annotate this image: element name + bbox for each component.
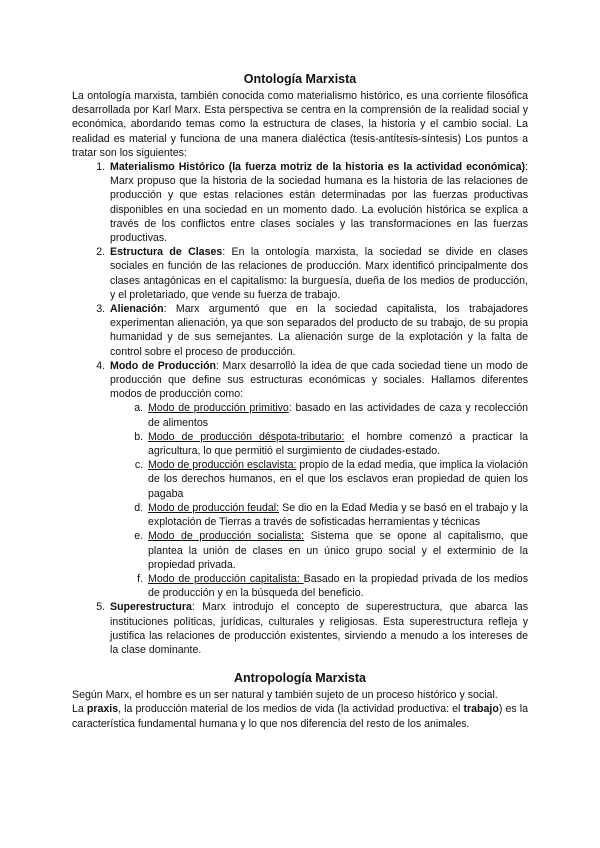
modos-produccion-list [110, 401, 528, 600]
list-item-estructura-clases [108, 245, 528, 302]
list-item-modo-socialista [146, 529, 528, 572]
list-item-modo-despota [146, 430, 528, 458]
text-run: La [72, 703, 87, 716]
subitem-text: Sistema que se opone al capitalismo, que plantea la unión de clases en un único grupo social y el exterminio de la propiedad privada. [148, 530, 529, 571]
subitem-term: Modo de producción déspota-tributario: [148, 430, 345, 443]
list-item-materialismo [108, 160, 528, 245]
subitem-term: Modo de producción feudal: [148, 501, 280, 514]
ontologia-intro: La ontología marxista, también conocida como materialismo histórico, es una corriente filosófica desarrollada por Karl Marx. Esta perspectiva se centra en la comprensión de la realidad social y económica, abordando temas como la estructura de clases, la historia y el cambio social. La realidad es material y funciona de una manera dialéctica (tesis-antítesis-síntesis) Los puntos a tratar son los siguientes: [72, 90, 528, 159]
ontologia-title: Ontología Marxista [243, 72, 357, 86]
list-item-alienacion [108, 302, 528, 359]
subitem-term: Modo de producción primitivo [148, 402, 289, 415]
item-text: : Marx propuso que la historia de la sociedad humana es la historia de las relaciones de producción y que estas relaciones están determinadas por las fuerzas productivas disponibles en una sociedad en un momento dado. La evolución histórica se explica a través de los conflictos entre clases sociales y las transformaciones en las fuerzas productivas. [110, 161, 528, 245]
antropologia-paragraph-1: Según Marx, el hombre es un ser natural y también sujeto de un proceso histórico y social. [72, 689, 498, 702]
item-term: Materialismo Histórico (la fuerza motriz de la historia es la actividad económica) [110, 161, 526, 174]
text-run: , la producción material de los medios de vida (la actividad productiva: el [118, 703, 464, 716]
list-item-modo-capitalista [146, 572, 528, 600]
text-run: ) es la característica fundamental humana y lo que nos diferencia del resto de los animales. [72, 703, 528, 730]
list-item-modo-primitivo [146, 401, 528, 429]
antropologia-title: Antropología Marxista [234, 671, 366, 686]
antropologia-paragraph-2 [72, 702, 528, 730]
subitem-term: Modo de producción capitalista: [148, 572, 304, 585]
item-term: Estructura de Clases [110, 246, 223, 259]
list-item-modo-produccion [108, 359, 528, 600]
praxis-term: praxis [86, 703, 119, 716]
list-item-modo-feudal [146, 501, 528, 529]
trabajo-term: trabajo [463, 703, 499, 716]
subitem-text: propio de la edad media, que implica la violación de los derechos humanos, en el que los esclavos eran propiedad de quien los pagaba [148, 459, 528, 500]
subitem-text: : basado en las actividades de caza y recolección de alimentos [148, 402, 528, 429]
item-term: Superestructura [110, 601, 192, 614]
item-term: Alienación [110, 303, 164, 316]
item-text: : Marx argumentó que en la sociedad capitalista, los trabajadores experimentan alienación, ya que son separados del producto de su trabajo, de su propia humanidad y de sus semejantes. La alienación surge de la explotación y la falta de control sobre el proceso de producción. [110, 303, 528, 358]
subitem-text: Se dio en la Edad Media y se basó en el trabajo y la explotación de Tierras a través de sofisticadas herramientas y técnicas [148, 501, 528, 529]
document-page [72, 72, 528, 731]
subitem-text: Basado en la propiedad privada de los medios de producción y en la búsqueda del beneficio. [148, 572, 528, 600]
item-text: : Marx desarrolló la idea de que cada sociedad tiene un modo de producción que define sus estructuras económicas y sociales. Hallamos diferentes modos de producción como: [110, 359, 528, 401]
item-text: : En la ontología marxista, la sociedad se divide en clases sociales en función de las relaciones de producción. Marx identificó principalmente dos clases antagónicas en el capitalismo: la burguesía, dueña de los medios de producción, y el proletariado, que vende su fuerza de trabajo. [110, 246, 528, 301]
item-term: Modo de Producción [110, 359, 217, 372]
subitem-term: Modo de producción socialista: [148, 530, 305, 543]
ontologia-points-list [72, 160, 528, 657]
subitem-term: Modo de producción esclavista: [148, 459, 297, 472]
list-item-superestructura [108, 600, 528, 657]
list-item-modo-esclavista [146, 458, 528, 501]
subitem-text: el hombre comenzó a practicar la agricultura, lo que permitió el surgimiento de ciudades-estado. [148, 430, 528, 458]
item-text: : Marx introdujo el concepto de superestructura, que abarca las instituciones políticas, jurídicas, culturales y religiosas. Esta superestructura refleja y justifica las relaciones de producción existentes, sirviendo a menudo a los intereses de la clase dominante. [110, 601, 528, 656]
